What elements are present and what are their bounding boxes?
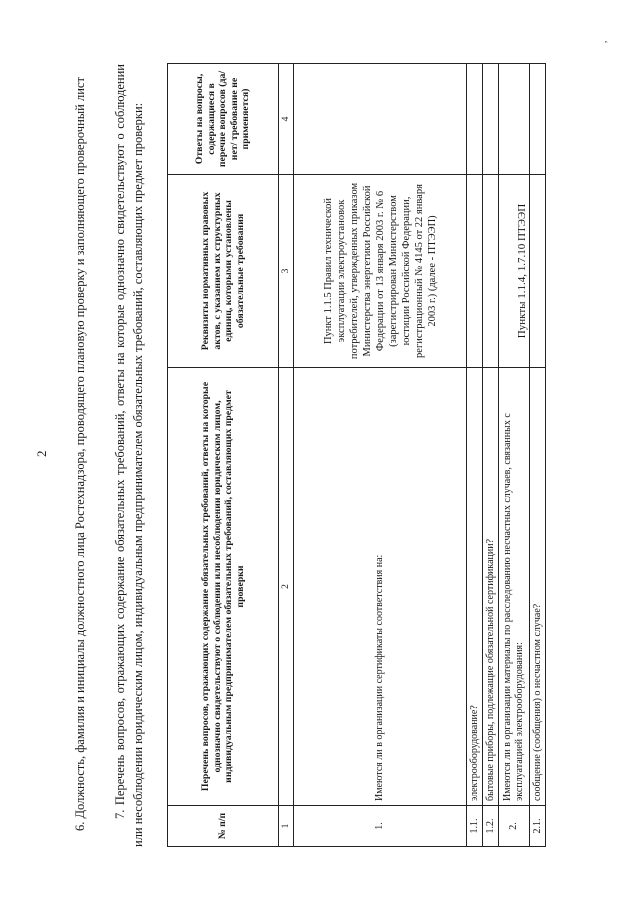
row-answer — [467, 64, 483, 175]
row-answer — [530, 64, 546, 175]
row-question: бытовые приборы, подлежащие обязательной сертификации? — [483, 368, 499, 806]
column-number-row — [279, 64, 294, 847]
row-answer — [499, 64, 530, 175]
table-row — [530, 64, 546, 847]
table-header-row — [168, 64, 279, 847]
row-num: 1.2. — [483, 806, 499, 847]
table-row — [483, 64, 499, 847]
row-question: электрооборудование? — [467, 368, 483, 806]
col-number: 2 — [279, 368, 294, 806]
row-question: сообщение (сообщения) о несчастном случае? — [530, 368, 546, 806]
corner-mark: , — [598, 40, 608, 43]
table-row — [499, 64, 530, 847]
col-number: 4 — [279, 64, 294, 175]
row-answer — [294, 64, 467, 175]
row-answer — [483, 64, 499, 175]
table-row — [467, 64, 483, 847]
header-questions: Перечень вопросов, отражающих содержание обязательных требований, ответы на которые однозначно свидетельствуют о соблюдении или несоблюдении юридическим лицом, индивидуальным предпринимателем обязательных требований, составляющих предмет проверки — [168, 368, 279, 806]
page-number: 2 — [34, 450, 49, 457]
col-number: 3 — [279, 175, 294, 368]
col-number: 1 — [279, 806, 294, 847]
checklist-table — [167, 63, 546, 847]
row-requisite: Пункты 1.1.4, 1.7.10 ПТЭЭП — [499, 175, 530, 368]
row-num: 1. — [294, 806, 467, 847]
header-answers: Ответы на вопросы, содержащиеся в перечне вопросов (да/нет/ требование не применяется) — [168, 64, 279, 175]
item-6-text: 6. Должность, фамилия и инициалы должностного лица Ростехнадзора, проводящего плановую проверку и заполняющего проверочный лист — [73, 77, 87, 831]
row-requisite — [467, 175, 483, 368]
row-num: 2.1. — [530, 806, 546, 847]
row-question: Имеются ли в организации сертификаты соответствия на: — [294, 368, 467, 806]
item-7-text: 7. Перечень вопросов, отражающих содержание обязательных требований, ответы на которые однозначно свидетельствуют о соблюдении или несоблюдении юридическим лицом, индивидуальным предпринимателем обязательных требований, составляющих предмет проверки: — [113, 64, 145, 847]
row-question: Имеются ли в организации материалы по расследованию несчастных случаев, связанных с эксплуатацией электрооборудования: — [499, 368, 530, 806]
header-requisites: Реквизиты нормативных правовых актов, с указанием их структурных единиц, которыми установлены обязательные требования — [168, 175, 279, 368]
row-num: 2. — [499, 806, 530, 847]
row-requisite: Пункт 1.1.5 Правил технической эксплуатации электроустановок потребителей, утвержденных приказом Министерства энергетики Российской Федерации от 13 января 2003 г. № 6 (зарегистрирован Министерством юстиции Российской Федерации, регистрационный № 4145 от 22 января 2003 г.) (далее - ПТЭЭП) — [294, 175, 467, 368]
header-num: № п/п — [168, 806, 279, 847]
row-requisite — [530, 175, 546, 368]
table-row — [294, 64, 467, 847]
row-num: 1.1. — [467, 806, 483, 847]
row-requisite — [483, 175, 499, 368]
